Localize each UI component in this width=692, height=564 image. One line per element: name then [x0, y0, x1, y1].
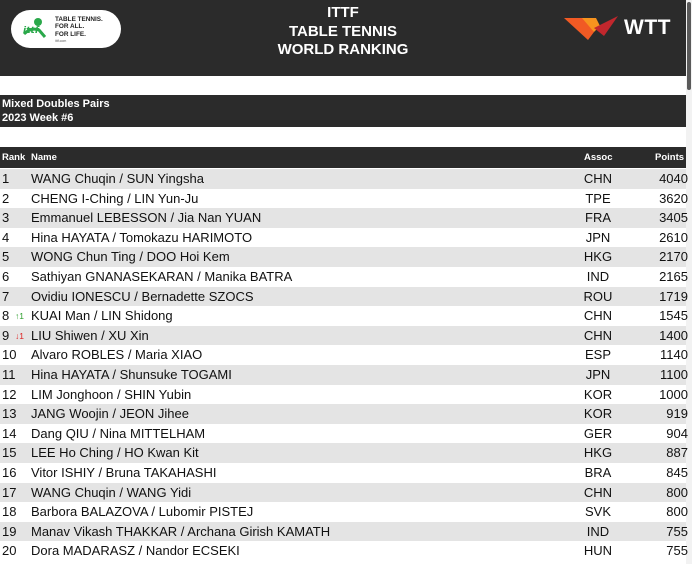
row-association: GER	[583, 425, 613, 441]
row-association: CHN	[583, 171, 613, 186]
row-pair-name: LIM Jonghoon / SHIN Yubin	[31, 386, 192, 402]
row-pair-name: KUAI Man / LIN Shidong	[31, 308, 173, 324]
row-pair-name: WONG Chun Ting / DOO Hoi Kem	[31, 249, 230, 265]
row-points: 1400	[659, 327, 688, 343]
row-association: KOR	[583, 386, 613, 402]
row-pair-name: Emmanuel LEBESSON / Jia Nan YUAN	[31, 210, 262, 226]
scrollbar-thumb[interactable]	[687, 2, 691, 90]
row-association: IND	[586, 523, 610, 539]
row-rank: 14	[2, 425, 17, 441]
row-rank: 18	[2, 504, 17, 520]
table-row[interactable]	[0, 522, 686, 542]
table-row[interactable]	[0, 365, 686, 385]
row-association: IND	[586, 268, 610, 284]
row-rank: 5	[2, 249, 10, 265]
row-pair-name: Dang QIU / Nina MITTELHAM	[31, 425, 206, 441]
row-points: 2165	[659, 268, 688, 284]
row-association: CHN	[583, 327, 613, 343]
row-association: SVK	[584, 504, 611, 520]
table-row[interactable]	[0, 463, 686, 483]
column-header-points[interactable]: Points	[655, 152, 685, 163]
row-rank: 7	[2, 288, 10, 304]
row-association: JPN	[585, 229, 611, 245]
row-points: 2610	[659, 229, 688, 245]
row-association: BRA	[584, 464, 612, 480]
row-association: ESP	[584, 347, 611, 363]
row-association: HKG	[583, 445, 613, 461]
row-rank: 15	[2, 445, 17, 461]
row-pair-name: LEE Ho Ching / HO Kwan Kit	[31, 445, 199, 461]
row-rank: 16	[2, 464, 17, 480]
row-rank: 6	[2, 268, 10, 284]
row-rank: 11	[2, 366, 16, 382]
row-rank: 12	[2, 386, 17, 402]
table-row[interactable]	[0, 404, 686, 424]
column-header-rank[interactable]: Rank	[2, 152, 26, 163]
row-rank: 3	[2, 210, 10, 226]
row-points: 845	[666, 464, 688, 480]
row-rank: 19	[2, 523, 17, 539]
table-row[interactable]	[0, 228, 686, 248]
row-points: 1719	[659, 288, 688, 304]
ranking-category: Mixed Doubles Pairs	[2, 98, 110, 110]
row-points: 904	[666, 425, 688, 441]
row-association: HKG	[583, 249, 613, 265]
row-rank: 1	[2, 171, 10, 186]
table-row[interactable]	[0, 169, 686, 189]
row-points: 1140	[660, 347, 688, 363]
table-row[interactable]	[0, 326, 686, 346]
row-pair-name: Manav Vikash THAKKAR / Archana Girish KAMATH	[31, 523, 331, 539]
row-rank: 8	[2, 308, 10, 324]
table-row[interactable]	[0, 267, 686, 287]
ranking-table-body	[0, 169, 686, 561]
wtt-logo[interactable]	[564, 14, 680, 42]
row-pair-name: WANG Chuqin / SUN Yingsha	[31, 171, 204, 186]
table-row[interactable]	[0, 483, 686, 503]
row-points: 800	[666, 504, 688, 520]
row-association: JPN	[585, 366, 611, 382]
row-pair-name: Ovidiu IONESCU / Bernadette SZOCS	[31, 288, 254, 304]
row-points: 3620	[659, 190, 688, 206]
row-pair-name: Barbora BALAZOVA / Lubomir PISTEJ	[31, 504, 254, 520]
ittf-logo-tagline: TABLE TENNIS. FOR ALL. FOR LIFE.	[55, 16, 103, 38]
row-rank: 4	[2, 229, 10, 245]
table-row[interactable]	[0, 541, 686, 561]
row-points: 1545	[659, 308, 688, 324]
page-title: ITTF TABLE TENNIS WORLD RANKING	[277, 4, 409, 58]
row-points: 887	[666, 445, 688, 461]
ranking-period: 2023 Week #6	[2, 112, 74, 124]
ranking-category-bar	[0, 95, 686, 127]
row-pair-name: LIU Shiwen / XU Xin	[31, 327, 149, 343]
row-pair-name: Hina HAYATA / Tomokazu HARIMOTO	[31, 229, 253, 245]
table-row[interactable]	[0, 345, 686, 365]
row-association: ROU	[583, 288, 613, 304]
svg-text:ittf: ittf	[23, 26, 39, 36]
header-banner	[0, 0, 686, 76]
row-points: 755	[666, 523, 688, 539]
row-pair-name: Sathiyan GNANASEKARAN / Manika BATRA	[31, 268, 293, 284]
row-association: FRA	[585, 210, 611, 226]
row-points: 1000	[659, 386, 688, 402]
table-header	[0, 147, 686, 168]
table-row[interactable]	[0, 385, 686, 405]
row-association: HUN	[583, 543, 613, 559]
rank-up-indicator: ↑1	[15, 311, 24, 322]
row-rank: 9	[2, 327, 10, 343]
table-row[interactable]	[0, 502, 686, 522]
row-association: KOR	[583, 406, 613, 422]
rank-down-indicator: ↓1	[15, 330, 24, 341]
row-points: 755	[666, 543, 688, 559]
table-row[interactable]	[0, 306, 686, 326]
row-pair-name: Alvaro ROBLES / Maria XIAO	[31, 347, 203, 363]
table-row[interactable]	[0, 287, 686, 307]
row-rank: 10	[2, 347, 17, 363]
wtt-wing-icon	[564, 14, 620, 42]
row-points: 1100	[660, 366, 688, 382]
column-header-name[interactable]: Name	[31, 152, 57, 163]
row-pair-name: Hina HAYATA / Shunsuke TOGAMI	[31, 366, 232, 382]
table-row[interactable]	[0, 424, 686, 444]
row-rank: 20	[2, 543, 17, 559]
table-row[interactable]	[0, 247, 686, 267]
table-row[interactable]	[0, 189, 686, 209]
row-pair-name: WANG Chuqin / WANG Yidi	[31, 484, 192, 500]
row-rank: 17	[2, 484, 17, 500]
row-rank: 13	[2, 406, 17, 422]
column-header-assoc[interactable]: Assoc	[584, 152, 613, 163]
row-points: 2170	[659, 249, 688, 265]
wtt-logo-text: WTT	[624, 16, 671, 39]
row-association: CHN	[583, 308, 613, 324]
row-rank: 2	[2, 190, 10, 206]
table-row[interactable]	[0, 208, 686, 228]
row-points: 4040	[659, 171, 688, 186]
row-points: 919	[666, 406, 688, 422]
table-row[interactable]	[0, 443, 686, 463]
row-pair-name: JANG Woojin / JEON Jihee	[31, 406, 189, 422]
row-pair-name: Vitor ISHIY / Bruna TAKAHASHI	[31, 464, 217, 480]
row-association: TPE	[585, 190, 611, 206]
row-association: CHN	[583, 484, 613, 500]
row-pair-name: CHENG I-Ching / LIN Yun-Ju	[31, 190, 199, 206]
row-pair-name: Dora MADARASZ / Nandor ECSEKI	[31, 543, 240, 559]
row-points: 3405	[659, 210, 688, 226]
ittf-logo-url: ittf.com	[55, 39, 67, 43]
row-points: 800	[666, 484, 688, 500]
